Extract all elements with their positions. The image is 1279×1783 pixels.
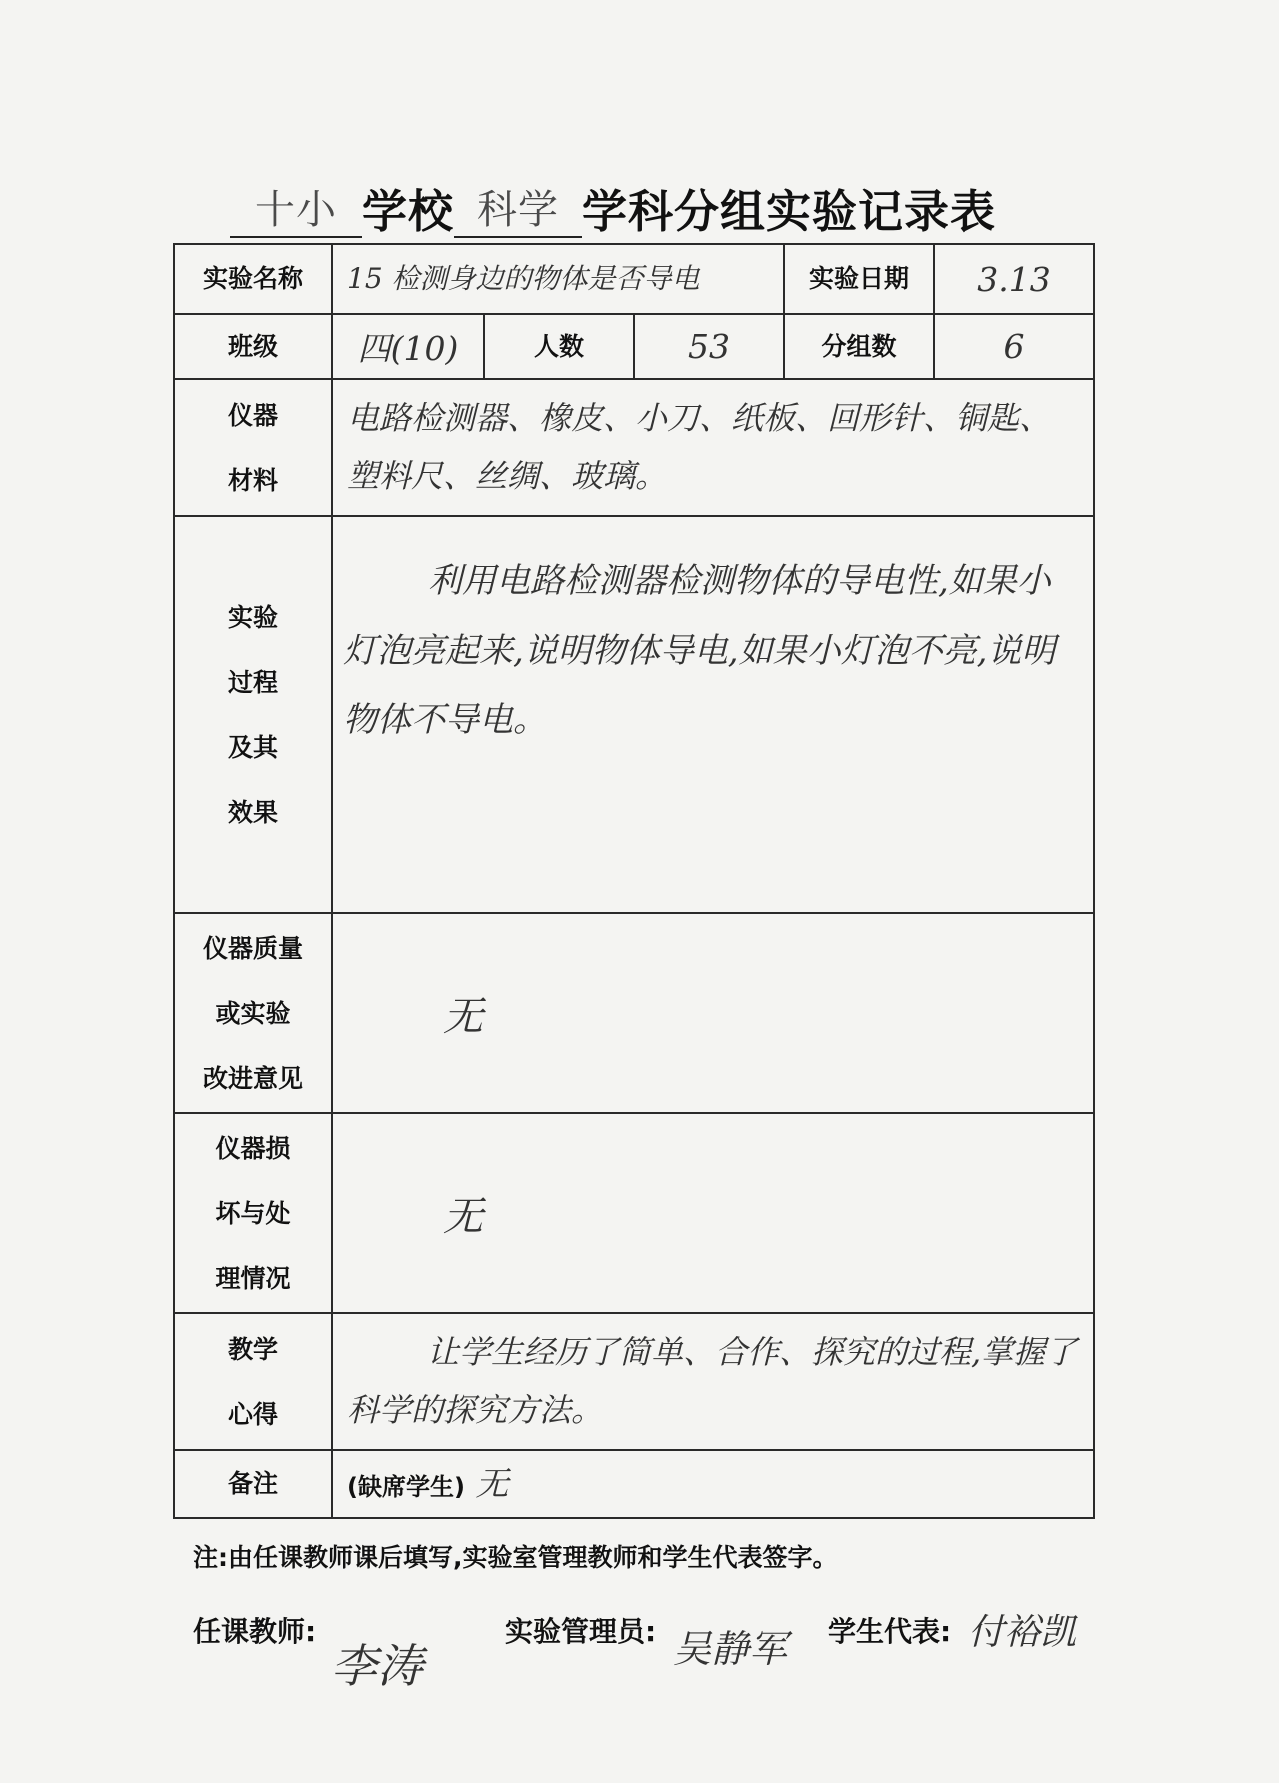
- manager-signature: 吴静军: [673, 1627, 788, 1671]
- student-rep-label: 学生代表:: [828, 1615, 952, 1648]
- reflection-label-line: 心得: [227, 1399, 278, 1429]
- absent-students-label: (缺席学生): [347, 1473, 465, 1502]
- experiment-name-label: 实验名称: [174, 244, 332, 314]
- materials-label-line: 材料: [227, 465, 278, 495]
- materials-value: 电路检测器、橡皮、小刀、纸板、回形针、铜匙、塑料尺、丝绸、玻璃。: [332, 379, 1094, 516]
- table-row: [174, 314, 1094, 379]
- quality-label-line: 或实验: [215, 998, 291, 1028]
- manager-signature-label: 实验管理员:: [505, 1615, 657, 1648]
- quality-label-line: 仪器质量: [202, 933, 303, 963]
- materials-label-line: 仪器: [227, 400, 278, 430]
- people-count-label: 人数: [484, 314, 634, 379]
- remarks-label: 备注: [174, 1450, 332, 1518]
- reflection-label: [174, 1313, 332, 1450]
- process-label-line: 过程: [227, 667, 278, 697]
- damage-label-line: 坏与处: [215, 1198, 291, 1228]
- quality-label-line: 改进意见: [202, 1063, 303, 1093]
- process-label-line: 实验: [227, 602, 278, 632]
- process-label-line: 及其: [227, 732, 278, 762]
- remarks-value-cell: [332, 1450, 1094, 1518]
- school-name-field: 十小: [230, 184, 362, 238]
- subject-name-field: 科学: [454, 184, 582, 238]
- group-count-value: 6: [934, 314, 1094, 379]
- process-label-line: 效果: [227, 797, 278, 827]
- school-suffix: 学校: [362, 185, 455, 238]
- experiment-date-value: 3.13: [934, 244, 1094, 314]
- table-row: [174, 379, 1094, 516]
- reflection-value: 让学生经历了简单、合作、探究的过程,掌握了科学的探究方法。: [332, 1313, 1094, 1450]
- quality-value: 无: [332, 913, 1094, 1113]
- quality-label: [174, 913, 332, 1113]
- damage-label-line: 理情况: [215, 1263, 291, 1293]
- damage-label: [174, 1113, 332, 1313]
- process-label: [174, 516, 332, 913]
- form-note: 注:由任课教师课后填写,实验室管理教师和学生代表签字。: [193, 1543, 838, 1572]
- table-row: [174, 913, 1094, 1113]
- student-rep-signature: 付裕凯: [968, 1612, 1077, 1653]
- reflection-label-line: 教学: [227, 1334, 278, 1364]
- table-row: [174, 1313, 1094, 1450]
- experiment-date-label: 实验日期: [784, 244, 934, 314]
- form-title: [230, 184, 1050, 244]
- process-value: 利用电路检测器检测物体的导电性,如果小灯泡亮起来,说明物体导电,如果小灯泡不亮,说明物体不导电。: [332, 516, 1094, 913]
- group-count-label: 分组数: [784, 314, 934, 379]
- people-count-value: 53: [634, 314, 784, 379]
- absent-students-value: 无: [475, 1464, 509, 1504]
- class-value: 四(10): [332, 314, 484, 379]
- title-text: 学科分组实验记录表: [582, 185, 997, 238]
- teacher-signature-label: 任课教师:: [193, 1615, 317, 1648]
- record-table: [173, 243, 1095, 1519]
- damage-value: 无: [332, 1113, 1094, 1313]
- table-row: [174, 244, 1094, 314]
- table-row: [174, 516, 1094, 913]
- table-row: [174, 1113, 1094, 1313]
- table-row: [174, 1450, 1094, 1518]
- damage-label-line: 仪器损: [215, 1133, 291, 1163]
- experiment-name-value: 15 检测身边的物体是否导电: [332, 244, 784, 314]
- materials-label: [174, 379, 332, 516]
- signature-row: [193, 1610, 1173, 1730]
- teacher-signature: 李涛: [331, 1639, 423, 1693]
- class-label: 班级: [174, 314, 332, 379]
